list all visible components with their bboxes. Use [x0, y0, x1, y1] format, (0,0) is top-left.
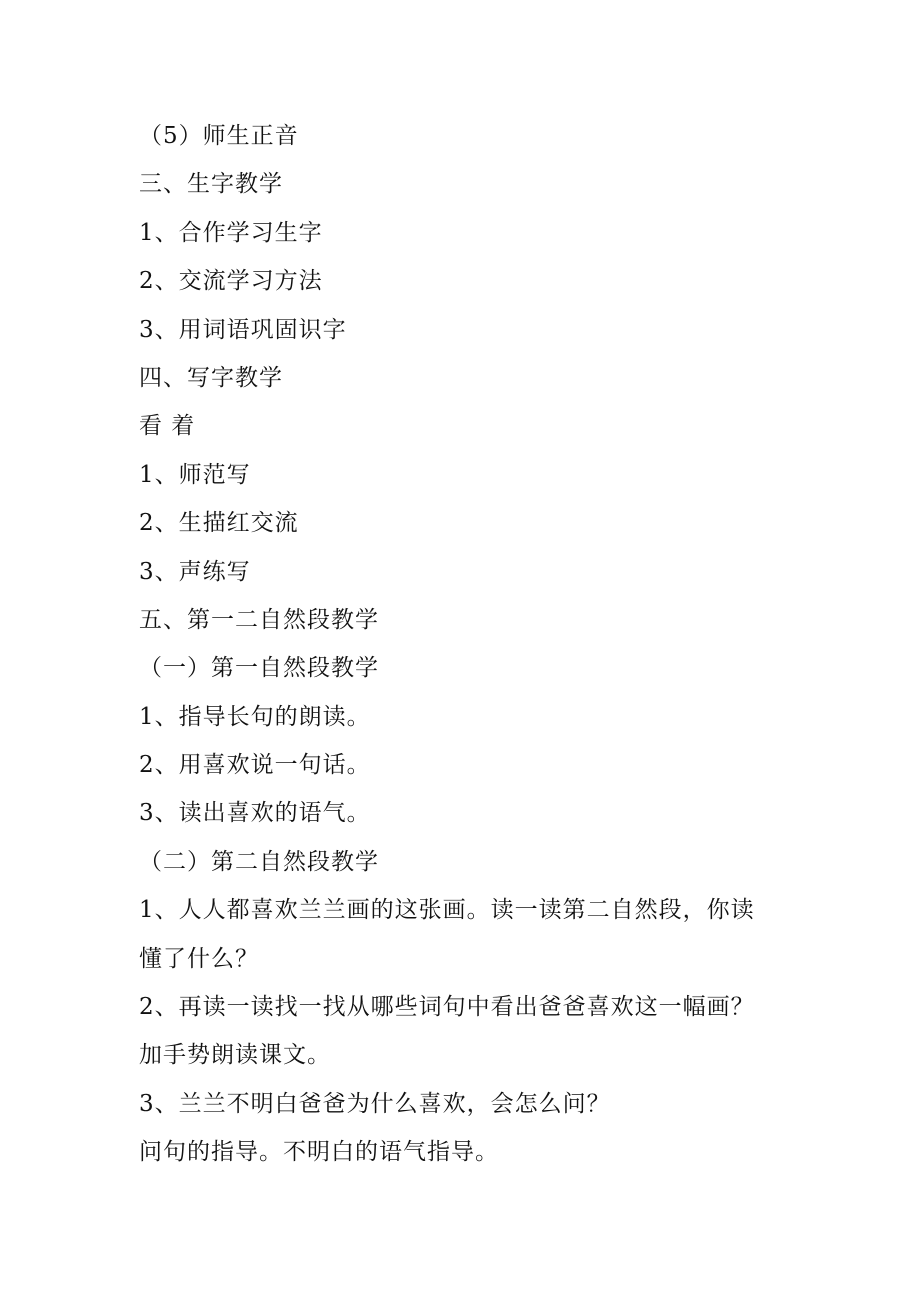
text-line: 3、兰兰不明白爸爸为什么喜欢，会怎么问？ [139, 1090, 611, 1117]
text-line: 加手势朗读课文。 [139, 1042, 331, 1069]
text-line: 3、读出喜欢的语气。 [139, 800, 371, 827]
subsection-heading: （二）第二自然段教学 [139, 848, 379, 875]
subsection-heading: （一）第一自然段教学 [139, 655, 379, 682]
section-heading: 三、生字教学 [139, 171, 283, 198]
text-line: 问句的指导。不明白的语气指导。 [139, 1139, 499, 1166]
text-line: 2、再读一读找一找从哪些词句中看出爸爸喜欢这一幅画？ [139, 994, 755, 1021]
text-line: 2、生描红交流 [139, 510, 299, 537]
text-line: 3、声练写 [139, 558, 251, 585]
document-body [139, 112, 799, 1177]
text-line: 1、合作学习生字 [139, 219, 323, 246]
text-line: 1、指导长句的朗读。 [139, 703, 371, 730]
section-heading: 五、第一二自然段教学 [139, 606, 379, 633]
text-line: 2、交流学习方法 [139, 268, 323, 295]
text-line: 懂了什么？ [139, 945, 259, 972]
text-line: 3、用词语巩固识字 [139, 316, 347, 343]
text-line: 1、人人都喜欢兰兰画的这张画。读一读第二自然段，你读 [139, 897, 755, 924]
section-heading: 四、写字教学 [139, 364, 283, 391]
text-line: 2、用喜欢说一句话。 [139, 752, 371, 779]
text-line: 看 着 [139, 413, 196, 440]
text-line: 1、师范写 [139, 461, 251, 488]
text-line: （5）师生正音 [139, 123, 299, 149]
